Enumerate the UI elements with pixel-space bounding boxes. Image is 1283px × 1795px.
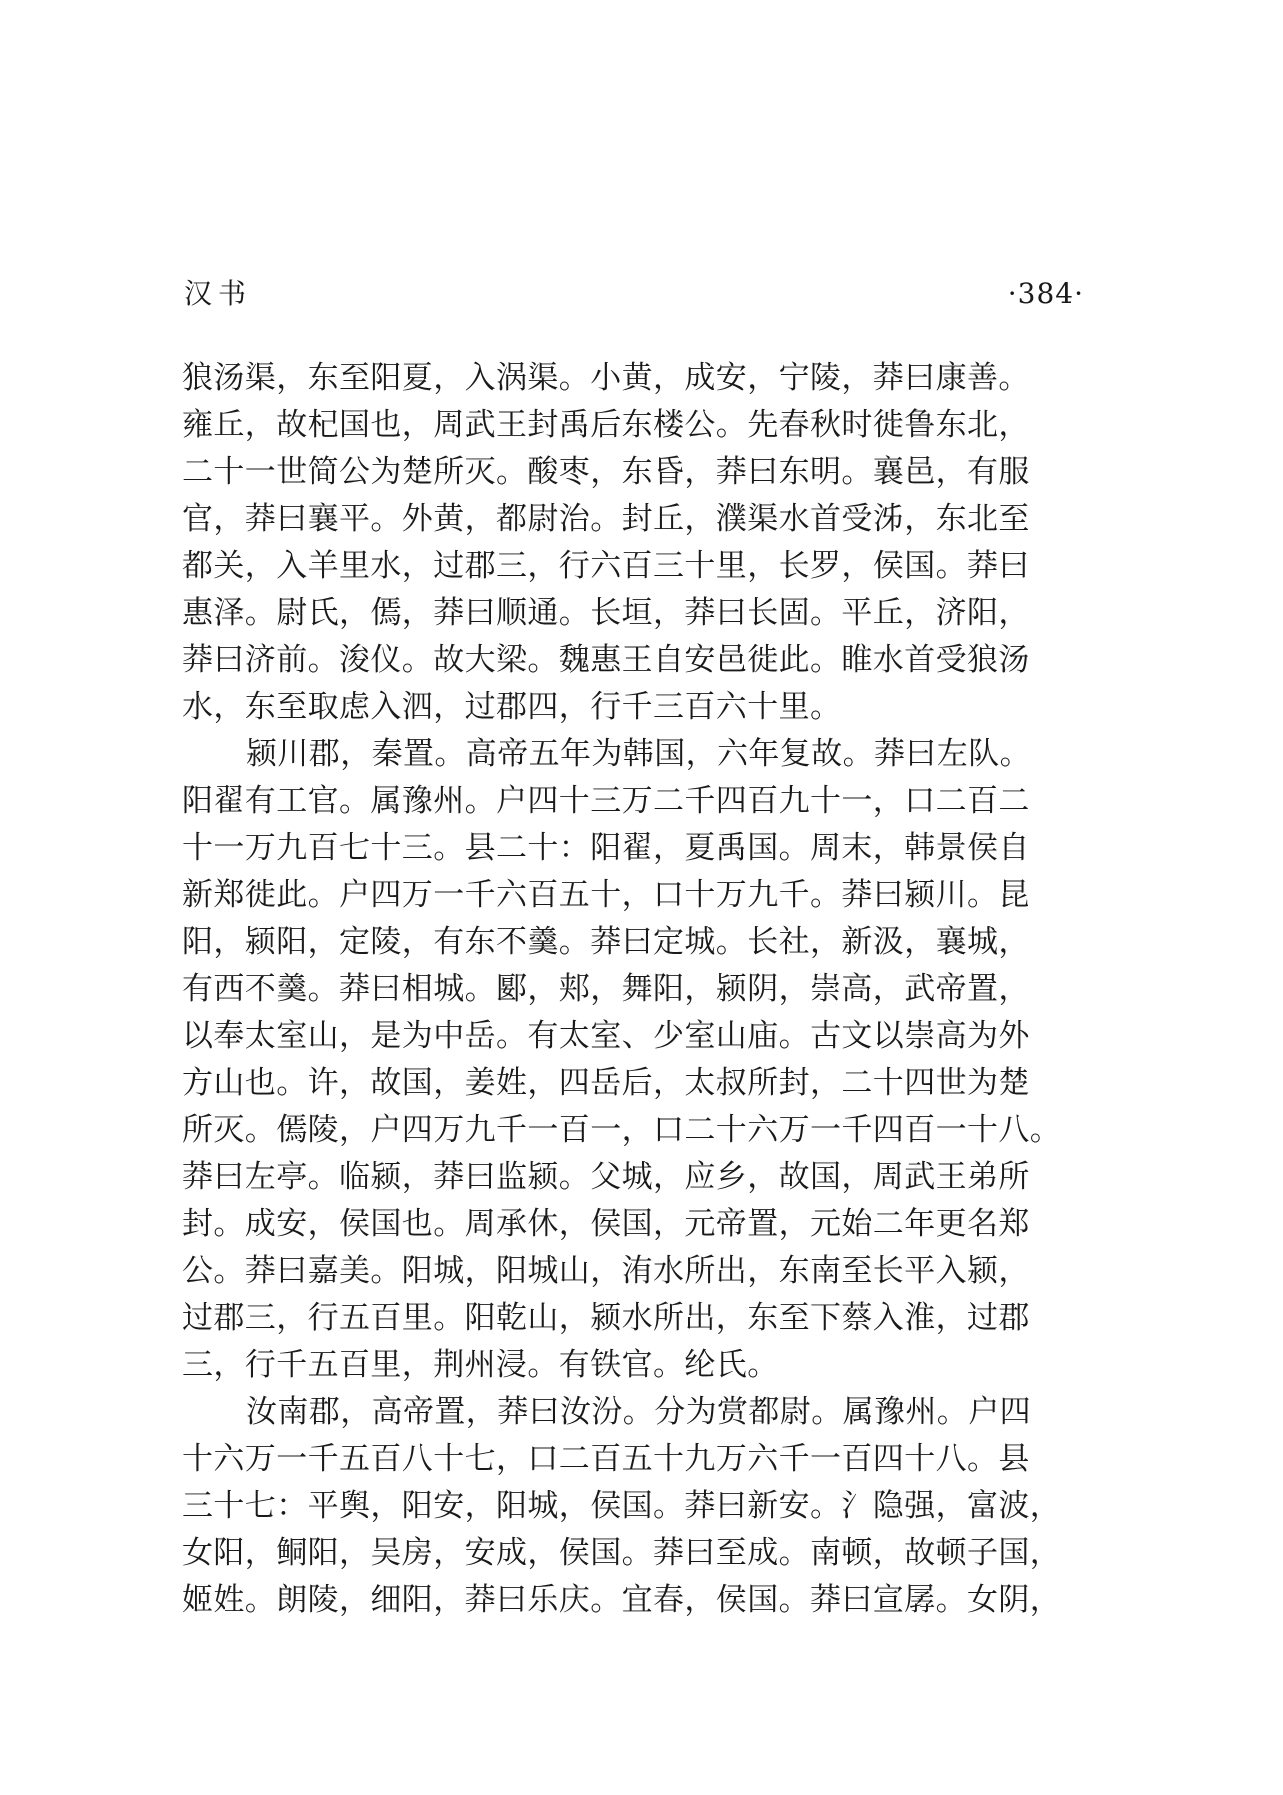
- text-line: 都关，入羊里水，过郡三，行六百三十里，长罗，侯国。莽曰: [182, 548, 1030, 584]
- text-line: 方山也。许，故国，姜姓，四岳后，太叔所封，二十四世为楚: [182, 1065, 1030, 1101]
- text-line: 官，莽曰襄平。外黄，都尉治。封丘，濮渠水首受泲，东北至: [182, 501, 1030, 537]
- text-line: 阳翟有工官。属豫州。户四十三万二千四百九十一，口二百二: [182, 783, 1030, 819]
- text-line: 有西不羹。莽曰相城。郾，郏，舞阳，颍阴，崇高，武帝置，: [182, 971, 1030, 1007]
- paragraph-first-line: 汝南郡，高帝置，莽曰汝汾。分为赏都尉。属豫州。户四: [246, 1394, 1031, 1430]
- text-line: 三十七：平舆，阳安，阳城，侯国。莽曰新安。氵隐强，富波，: [182, 1488, 1062, 1524]
- text-line: 过郡三，行五百里。阳乾山，颍水所出，东至下蔡入淮，过郡: [182, 1300, 1030, 1336]
- text-line: 以奉太室山，是为中岳。有太室、少室山庙。古文以崇高为外: [182, 1018, 1030, 1054]
- paragraph-first-line: 颍川郡，秦置。高帝五年为韩国，六年复故。莽曰左队。: [246, 736, 1031, 772]
- text-line: 莽曰左亭。临颍，莽曰监颍。父城，应乡，故国，周武王弟所: [182, 1159, 1030, 1195]
- text-line: 二十一世简公为楚所灭。酸枣，东昏，莽曰东明。襄邑，有服: [182, 454, 1030, 490]
- text-line: 新郑徙此。户四万一千六百五十，口十万九千。莽曰颍川。昆: [182, 877, 1030, 913]
- text-line: 惠泽。尉氏，傿，莽曰顺通。长垣，莽曰长固。平丘，济阳，: [182, 595, 1030, 631]
- text-line: 狼汤渠，东至阳夏，入涡渠。小黄，成安，宁陵，莽曰康善。: [182, 360, 1030, 396]
- text-line: 水，东至取虑入泗，过郡四，行千三百六十里。: [182, 689, 842, 725]
- text-line: 莽曰济前。浚仪。故大梁。魏惠王自安邑徙此。睢水首受狼汤: [182, 642, 1030, 678]
- book-title: 汉书: [184, 277, 253, 310]
- text-line: 女阳，鲖阳，吴房，安成，侯国。莽曰至成。南顿，故顿子国，: [182, 1535, 1062, 1571]
- text-line: 封。成安，侯国也。周承休，侯国，元帝置，元始二年更名郑: [182, 1206, 1030, 1242]
- text-line: 阳，颍阳，定陵，有东不羹。莽曰定城。长社，新汲，襄城，: [182, 924, 1030, 960]
- body-text: [182, 355, 1090, 1624]
- text-line: 姬姓。朗陵，细阳，莽曰乐庆。宜春，侯国。莽曰宣孱。女阴，: [182, 1582, 1062, 1618]
- text-line: 所灭。傿陵，户四万九千一百一，口二十六万一千四百一十八。: [182, 1112, 1062, 1148]
- page-number: ·384·: [1007, 277, 1084, 310]
- text-line: 雍丘，故杞国也，周武王封禹后东楼公。先春秋时徙鲁东北，: [182, 407, 1030, 443]
- text-line: 十一万九百七十三。县二十：阳翟，夏禹国。周末，韩景侯自: [182, 830, 1030, 866]
- text-line: 三，行千五百里，荆州浸。有铁官。纶氏。: [182, 1347, 779, 1383]
- text-line: 十六万一千五百八十七，口二百五十九万六千一百四十八。县: [182, 1441, 1030, 1477]
- text-line: 公。莽曰嘉美。阳城，阳城山，洧水所出，东南至长平入颍，: [182, 1253, 1030, 1289]
- page-header: [184, 270, 1084, 318]
